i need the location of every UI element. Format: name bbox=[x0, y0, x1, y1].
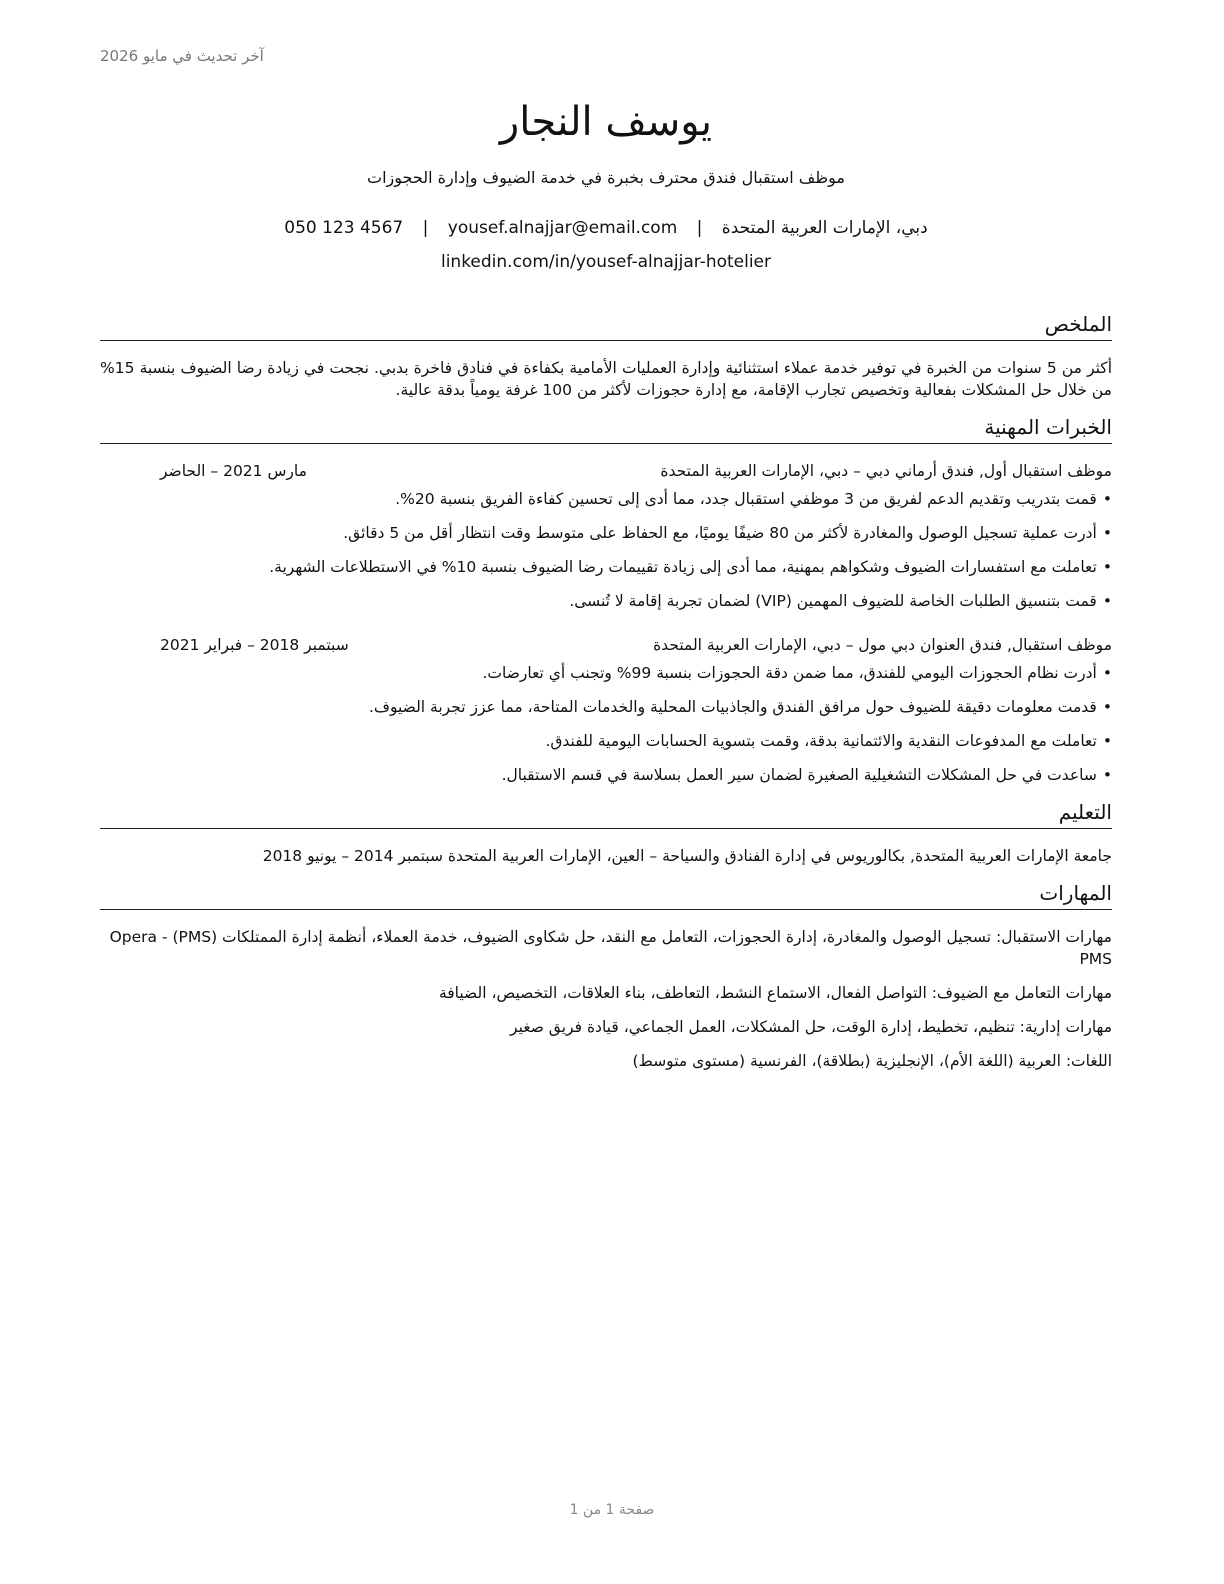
list-item bbox=[100, 696, 1112, 718]
education-entry: جامعة الإمارات العربية المتحدة, بكالوريوس في إدارة الفنادق والسياحة – العين، الإمارات العربية المتحدة سبتمبر 2014 – يونيو 2018 bbox=[262, 847, 1112, 865]
job-header bbox=[100, 460, 1112, 482]
bullet-text: أدرت نظام الحجوزات اليومي للفندق، مما ضمن دقة الحجوزات بنسبة 99% وتجنب أي تعارضات. bbox=[482, 664, 1097, 682]
bullet-icon: • bbox=[1102, 698, 1112, 716]
skills-section bbox=[100, 879, 1112, 1072]
contact-line bbox=[100, 214, 1112, 242]
job-entry bbox=[100, 460, 1112, 612]
skill-line: مهارات الاستقبال: تسجيل الوصول والمغادرة، إدارة الحجوزات، التعامل مع النقد، حل شكاوى الضيوف، خدمة العملاء، أنظمة إدارة الممتلكات (PMS) - Opera PMS bbox=[109, 928, 1112, 968]
contact-linkedin: linkedin.com/in/yousef-alnajjar-hotelier bbox=[440, 252, 772, 272]
last-updated-text: آخر تحديث في مايو 2026 bbox=[100, 47, 264, 65]
bullet-icon: • bbox=[1102, 592, 1112, 610]
summary-section bbox=[100, 310, 1112, 401]
list-item bbox=[100, 522, 1112, 544]
contact-separator: | bbox=[422, 218, 429, 238]
list-item bbox=[100, 764, 1112, 786]
bullet-icon: • bbox=[1102, 732, 1112, 750]
contact-separator: | bbox=[696, 218, 703, 238]
list-item bbox=[100, 590, 1112, 612]
bullet-icon: • bbox=[1102, 664, 1112, 682]
job-dates: مارس 2021 – الحاضر bbox=[160, 462, 307, 480]
job-bullets bbox=[100, 488, 1112, 612]
experience-section bbox=[100, 413, 1112, 786]
bullet-text: قمت بتدريب وتقديم الدعم لفريق من 3 موظفي استقبال جدد، مما أدى إلى تحسين كفاءة الفريق بنسبة 20%. bbox=[395, 490, 1097, 508]
section-title-skills: المهارات bbox=[100, 879, 1112, 910]
skill-line: مهارات التعامل مع الضيوف: التواصل الفعال، الاستماع النشط، التعاطف، بناء العلاقات، التخصيص، الضيافة bbox=[438, 984, 1112, 1002]
job-role-company: موظف استقبال, فندق العنوان دبي مول – دبي، الإمارات العربية المتحدة bbox=[653, 636, 1112, 654]
bullet-text: تعاملت مع استفسارات الضيوف وشكواهم بمهنية، مما أدى إلى زيادة تقييمات رضا الضيوف بنسبة 10% في الاستطلاعات الشهرية. bbox=[269, 558, 1097, 576]
list-item bbox=[100, 730, 1112, 752]
contact-location: دبي، الإمارات العربية المتحدة bbox=[721, 218, 928, 238]
list-item bbox=[100, 556, 1112, 578]
bullet-text: قمت بتنسيق الطلبات الخاصة للضيوف المهمين (VIP) لضمان تجربة إقامة لا تُنسى. bbox=[569, 592, 1097, 610]
bullet-icon: • bbox=[1102, 766, 1112, 784]
skills-list bbox=[100, 926, 1112, 1072]
bullet-text: تعاملت مع المدفوعات النقدية والائتمانية بدقة، وقمت بتسوية الحسابات اليومية للفندق. bbox=[545, 732, 1097, 750]
job-entry bbox=[100, 634, 1112, 786]
job-header bbox=[100, 634, 1112, 656]
bullet-text: قدمت معلومات دقيقة للضيوف حول مرافق الفندق والجاذبيات المحلية والخدمات المتاحة، مما عزز تجربة الضيوف. bbox=[368, 698, 1097, 716]
list-item bbox=[100, 488, 1112, 510]
job-bullets bbox=[100, 662, 1112, 786]
section-title-summary: الملخص bbox=[100, 310, 1112, 341]
education-section bbox=[100, 798, 1112, 867]
summary-text: أكثر من 5 سنوات من الخبرة في توفير خدمة عملاء استثنائية وإدارة العمليات الأمامية بكفاءة في فنادق فاخرة بدبي. نجحت في زيادة رضا الضيوف بنسبة 15% من خلال حل المشكلات بفعالية وتخصيص تجارب الإقامة، مع إدارة حجوزات لأكثر من 100 غرفة يومياً بدقة عالية. bbox=[100, 359, 1112, 399]
bullet-text: أدرت عملية تسجيل الوصول والمغادرة لأكثر من 80 ضيفًا يوميًا، مع الحفاظ على متوسط وقت انتظار أقل من 5 دقائق. bbox=[343, 524, 1097, 542]
resume-body bbox=[100, 310, 1112, 1084]
bullet-icon: • bbox=[1102, 490, 1112, 508]
resume-header bbox=[100, 96, 1112, 276]
section-title-experience: الخبرات المهنية bbox=[100, 413, 1112, 444]
candidate-tagline: موظف استقبال فندق محترف بخبرة في خدمة الضيوف وإدارة الحجوزات bbox=[367, 168, 845, 187]
page-number: صفحة 1 من 1 bbox=[569, 1502, 655, 1518]
list-item bbox=[100, 662, 1112, 684]
skill-line: مهارات إدارية: تنظيم، تخطيط، إدارة الوقت، حل المشكلات، العمل الجماعي، قيادة فريق صغير bbox=[510, 1018, 1112, 1036]
contact-email: yousef.alnajjar@email.com bbox=[447, 218, 678, 238]
candidate-name: يوسف النجار bbox=[499, 99, 713, 145]
bullet-icon: • bbox=[1102, 524, 1112, 542]
job-role-company: موظف استقبال أول, فندق أرماني دبي – دبي، الإمارات العربية المتحدة bbox=[660, 462, 1112, 480]
skill-line: اللغات: العربية (اللغة الأم)، الإنجليزية (بطلاقة)، الفرنسية (مستوى متوسط) bbox=[632, 1052, 1112, 1070]
bullet-icon: • bbox=[1102, 558, 1112, 576]
section-title-education: التعليم bbox=[100, 798, 1112, 829]
bullet-text: ساعدت في حل المشكلات التشغيلية الصغيرة لضمان سير العمل بسلاسة في قسم الاستقبال. bbox=[501, 766, 1097, 784]
job-dates: سبتمبر 2018 – فبراير 2021 bbox=[160, 636, 349, 654]
contact-phone: 050 123 4567 bbox=[284, 218, 404, 238]
